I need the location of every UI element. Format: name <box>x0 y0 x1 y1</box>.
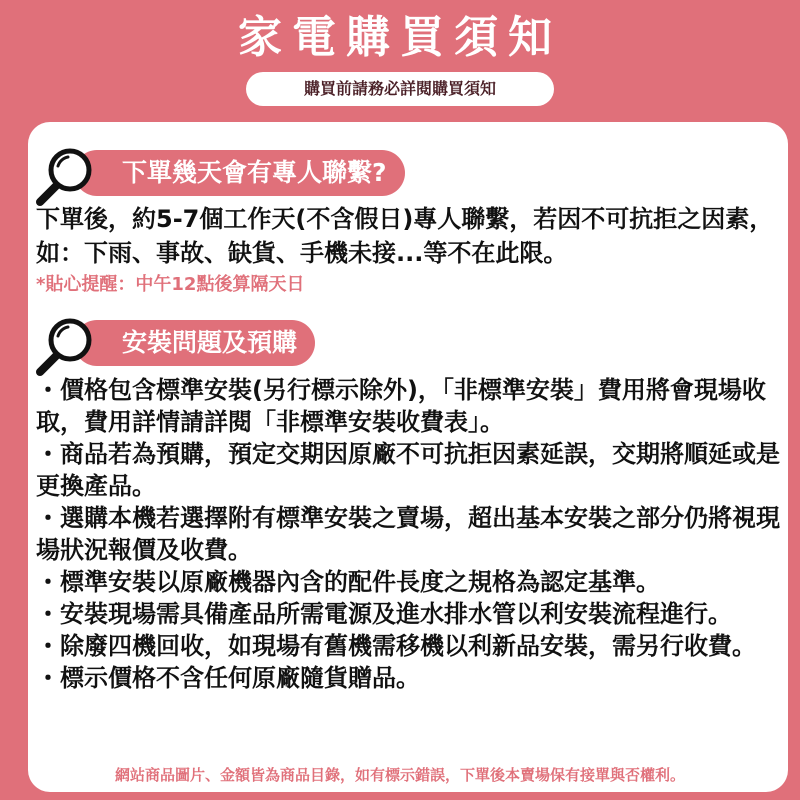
page-subtitle: 購買前請務必詳閱購買須知 <box>246 72 554 106</box>
disclaimer-note: 網站商品圖片、金額皆為商品目錄，如有標示錯誤，下單後本賣場保有接單與否權利。 <box>114 766 685 784</box>
list-item: ・安裝現場需具備產品所需電源及進水排水管以利安裝流程進行。 <box>36 600 732 628</box>
list-item: ・標準安裝以原廠機器內含的配件長度之規格為認定基準。 <box>36 568 660 596</box>
magnifier-icon <box>34 314 98 378</box>
list-item: ・選購本機若選擇附有標準安裝之賣場，超出基本安裝之部分仍將視現場狀況報價及收費。 <box>36 504 780 564</box>
section-order-contact-body: 下單後，約5-7個工作天(不含假日)專人聯繫，若因不可抗拒之因素，如：下雨、事故、缺貨、手機未接...等不在此限。 <box>36 205 774 267</box>
magnifier-icon <box>34 144 98 208</box>
section-install-header <box>34 314 554 374</box>
page-title: 家電購買須知 <box>238 12 562 63</box>
install-notes-list <box>36 374 780 694</box>
list-item: ・除廢四機回收，如現場有舊機需移機以利新品安裝，需另行收費。 <box>36 632 756 660</box>
section-install-title: 安裝問題及預購 <box>74 320 315 366</box>
section-order-contact-header <box>34 144 554 204</box>
section-order-contact-title: 下單幾天會有專人聯繫? <box>74 150 405 196</box>
list-item: ・商品若為預購，預定交期因原廠不可抗拒因素延誤，交期將順延或是更換產品。 <box>36 440 780 500</box>
list-item: ・價格包含標準安裝(另行標示除外)，「非標準安裝」費用將會現場收取，費用詳情請詳閱「非標準安裝收費表」。 <box>36 376 766 436</box>
list-item: ・標示價格不含任何原廠隨貨贈品。 <box>36 664 420 692</box>
info-card <box>28 122 788 792</box>
reminder-note: *貼心提醒：中午12點後算隔天日 <box>36 274 305 295</box>
